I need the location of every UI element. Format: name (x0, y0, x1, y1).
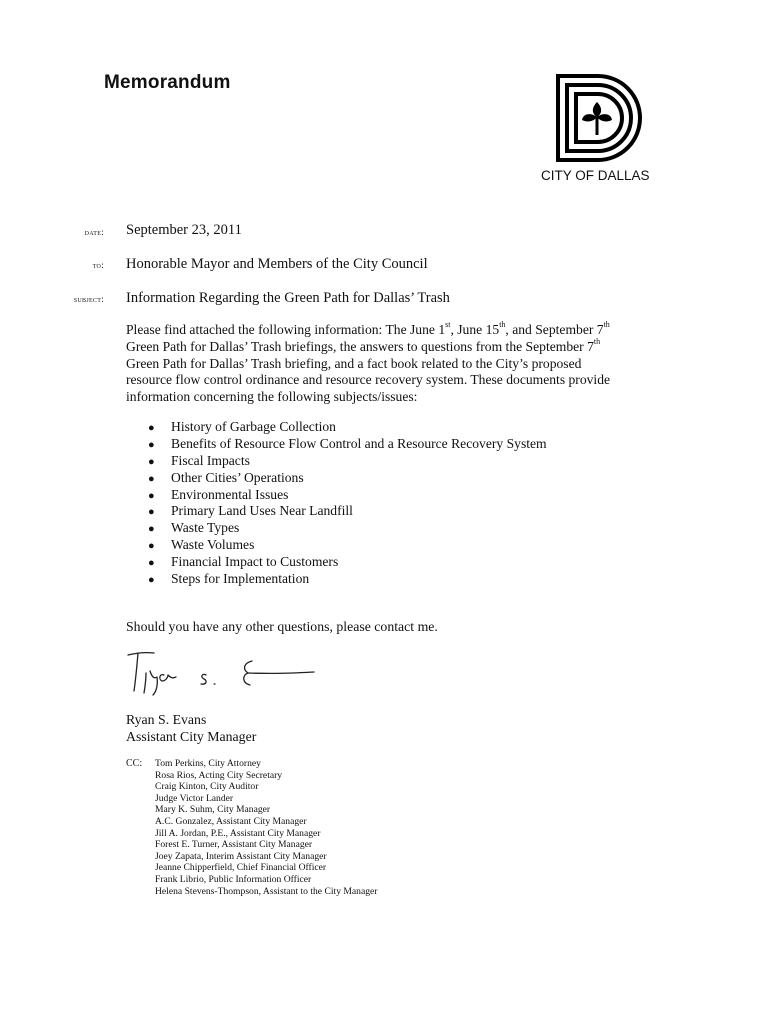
bullet-dot-icon: ● (148, 489, 155, 502)
bullet-dot-icon: ● (148, 455, 155, 468)
cc-recipient: Tom Perkins, City Attorney (155, 758, 261, 769)
ordinal-suffix: th (593, 337, 601, 347)
subject-label: subject: (73, 294, 104, 304)
bullet-dot-icon: ● (148, 422, 155, 434)
list-item (148, 537, 547, 554)
list-item (148, 571, 547, 588)
body-text: Green Path for Dallas’ Trash briefings, the answers to questions from the September 7 (126, 338, 594, 354)
bullet-dot-icon: ● (148, 472, 155, 485)
body-text: Green Path for Dallas’ Trash briefing, and a fact book related to the City’s proposed resource flow control ordinance and resource recovery system. These documents provide information concerning the following subjects/issues: (126, 355, 611, 405)
list-item-text: Waste Types (171, 520, 240, 536)
list-item-text: History of Garbage Collection (171, 419, 336, 434)
list-item (148, 470, 547, 487)
cc-recipient: Jeanne Chipperfield, Chief Financial Officer (155, 862, 327, 874)
signatory-name: Ryan S. Evans (126, 712, 207, 727)
list-item-text: Benefits of Resource Flow Control and a Resource Recovery System (171, 435, 547, 451)
cc-list (155, 758, 378, 897)
cc-label: CC: (126, 758, 143, 769)
ordinal-suffix: th (603, 320, 610, 330)
list-item-text: Other Cities’ Operations (171, 469, 304, 485)
signatory-block (126, 711, 256, 745)
list-item-text: Primary Land Uses Near Landfill (171, 503, 353, 519)
body-text: Please find attached the following information: The June 1 (126, 322, 446, 337)
list-item-text: Financial Impact to Customers (171, 554, 339, 570)
cc-recipient: Forest E. Turner, Assistant City Manager (155, 839, 313, 851)
list-item-text: Steps for Implementation (171, 571, 310, 587)
date-value: September 23, 2011 (126, 222, 242, 238)
list-item (148, 554, 547, 571)
to-value: Honorable Mayor and Members of the City Council (126, 256, 428, 272)
list-item (148, 419, 547, 436)
cc-recipient: Judge Victor Lander (155, 792, 234, 804)
list-item-text: Fiscal Impacts (171, 452, 250, 468)
list-item (148, 520, 547, 537)
to-label: to: (92, 260, 104, 270)
signatory-title: Assistant City Manager (126, 729, 257, 744)
handwritten-signature (124, 647, 320, 699)
cc-recipient: Joey Zapata, Interim Assistant City Manager (155, 850, 327, 862)
bullet-dot-icon: ● (148, 506, 155, 519)
list-item (148, 503, 547, 520)
subjects-list (148, 419, 547, 588)
body-text: , and September 7 (505, 322, 604, 337)
bullet-dot-icon: ● (148, 574, 155, 587)
list-item (148, 487, 547, 504)
memo-title: Memorandum (104, 72, 231, 93)
cc-recipient: Rosa Rios, Acting City Secretary (155, 769, 283, 781)
cc-recipient: Helena Stevens-Thompson, Assistant to the City Manager (155, 885, 378, 897)
bullet-dot-icon: ● (148, 523, 155, 536)
list-item (148, 453, 547, 470)
ordinal-suffix: st (445, 320, 451, 330)
body-paragraph (126, 322, 626, 406)
logo-caption: CITY OF DALLAS (541, 168, 650, 183)
cc-recipient: Frank Librio, Public Information Officer (155, 873, 312, 885)
ordinal-suffix: th (499, 320, 506, 330)
closing-line: Should you have any other questions, please contact me. (126, 619, 438, 634)
date-label: date: (84, 227, 104, 237)
bullet-dot-icon: ● (148, 540, 155, 553)
body-text: , June 15 (450, 322, 500, 337)
cc-recipient: Jill A. Jordan, P.E., Assistant City Manager (155, 827, 321, 839)
list-item-text: Environmental Issues (171, 486, 289, 502)
list-item-text: Waste Volumes (171, 537, 255, 553)
cc-recipient: A.C. Gonzalez, Assistant City Manager (155, 815, 307, 827)
cc-recipient: Craig Kinton, City Auditor (155, 781, 259, 793)
bullet-dot-icon: ● (148, 438, 155, 451)
subject-value: Information Regarding the Green Path for Dallas’ Trash (126, 290, 450, 306)
city-of-dallas-logo-icon (552, 72, 652, 164)
bullet-dot-icon: ● (148, 557, 155, 570)
cc-recipient: Mary K. Suhm, City Manager (155, 804, 271, 816)
list-item (148, 436, 547, 453)
